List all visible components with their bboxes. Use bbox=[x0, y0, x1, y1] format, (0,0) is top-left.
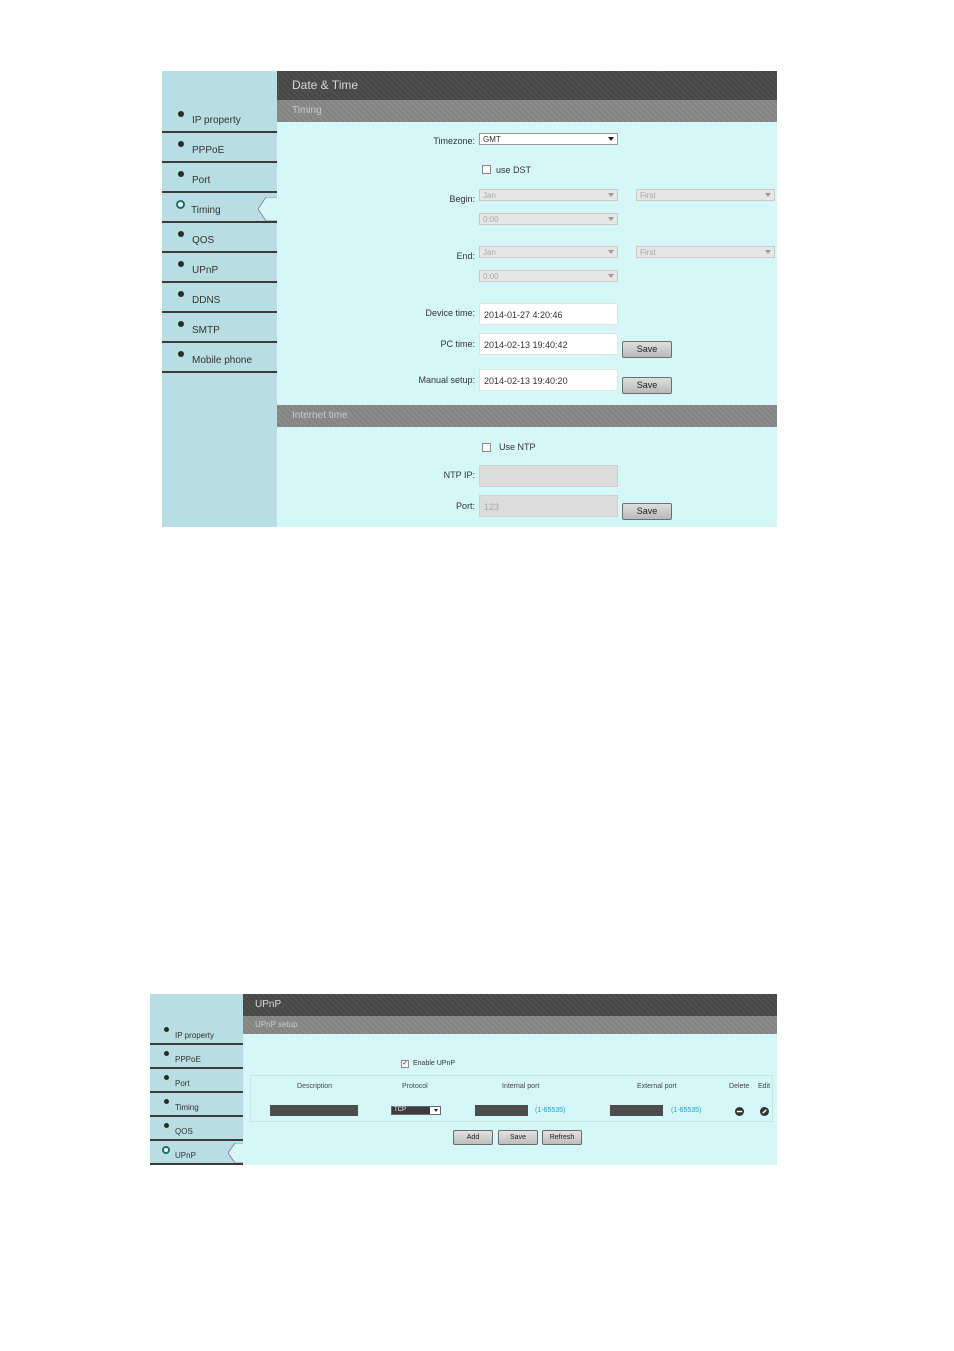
refresh-button[interactable]: Refresh bbox=[542, 1130, 582, 1145]
delete-icon[interactable] bbox=[735, 1107, 744, 1116]
active-pointer-icon bbox=[258, 197, 278, 221]
begin-month-value: Jan bbox=[483, 191, 496, 200]
edit-icon[interactable] bbox=[760, 1107, 769, 1116]
begin-label: Begin: bbox=[449, 194, 475, 204]
column-header-protocol: Protocol bbox=[402, 1083, 428, 1090]
pc-time-label: PC time: bbox=[440, 339, 475, 349]
sidebar-item-ip-property[interactable] bbox=[150, 1021, 243, 1045]
active-bullet-icon bbox=[176, 200, 185, 209]
begin-week-value: First bbox=[640, 191, 656, 200]
chevron-down-icon bbox=[608, 137, 614, 141]
chevron-down-icon bbox=[608, 217, 614, 221]
sidebar-item-label: Mobile phone bbox=[192, 354, 253, 366]
sidebar-item-pppoe[interactable] bbox=[162, 133, 277, 163]
column-header-delete: Delete bbox=[729, 1083, 750, 1090]
begin-time-select[interactable] bbox=[479, 213, 618, 225]
sidebar-item-label: IP property bbox=[192, 114, 241, 126]
begin-month-select[interactable] bbox=[479, 189, 618, 201]
begin-time-value: 0:00 bbox=[483, 215, 499, 224]
sidebar-item-upnp[interactable] bbox=[150, 1141, 243, 1165]
bullet-icon bbox=[164, 1051, 169, 1056]
enable-upnp-label: Enable UPnP bbox=[413, 1060, 456, 1067]
bullet-icon bbox=[164, 1075, 169, 1080]
ntp-port-label: Port: bbox=[455, 501, 475, 511]
column-header-description: Description bbox=[297, 1083, 333, 1090]
sidebar-item-smtp[interactable] bbox=[162, 313, 277, 343]
pc-time-save-button[interactable]: Save bbox=[622, 341, 672, 358]
sidebar-item-port[interactable] bbox=[150, 1069, 243, 1093]
end-time-value: 0:00 bbox=[483, 272, 499, 281]
use-ntp-label: Use NTP bbox=[499, 442, 536, 452]
sidebar-item-mobile-phone[interactable] bbox=[162, 343, 277, 373]
internet-time-section-header: Internet time bbox=[277, 405, 777, 427]
bullet-icon bbox=[178, 141, 184, 147]
save-button[interactable]: Save bbox=[498, 1130, 538, 1145]
end-month-value: Jan bbox=[483, 248, 496, 257]
sidebar-item-label: PPPoE bbox=[192, 144, 225, 156]
page-title: UPnP bbox=[243, 994, 777, 1016]
end-week-select[interactable] bbox=[636, 246, 775, 258]
ntp-port-input[interactable]: 123 bbox=[479, 495, 618, 517]
bullet-icon bbox=[178, 351, 184, 357]
sidebar-item-ddns[interactable] bbox=[162, 283, 277, 313]
ntp-ip-label: NTP IP: bbox=[443, 470, 475, 480]
port-mapping-table bbox=[250, 1075, 773, 1122]
sidebar-item-qos[interactable] bbox=[150, 1117, 243, 1141]
sidebar-item-label: QOS bbox=[175, 1126, 193, 1136]
internal-port-input[interactable] bbox=[475, 1105, 528, 1116]
use-dst-checkbox[interactable] bbox=[482, 165, 491, 174]
sidebar-item-qos[interactable] bbox=[162, 223, 277, 253]
enable-upnp-checkbox[interactable]: ✓ bbox=[402, 1060, 408, 1067]
upnp-settings-panel bbox=[150, 994, 777, 1165]
bullet-icon bbox=[178, 231, 184, 237]
pc-time-field: 2014-02-13 19:40:42 bbox=[479, 333, 618, 355]
bullet-icon bbox=[178, 171, 184, 177]
manual-setup-label: Manual setup: bbox=[418, 375, 475, 385]
datetime-content bbox=[277, 71, 777, 527]
bullet-icon bbox=[178, 261, 184, 267]
upnp-content bbox=[243, 994, 777, 1165]
use-dst-label: use DST bbox=[496, 165, 532, 175]
use-ntp-checkbox[interactable] bbox=[482, 443, 491, 452]
chevron-down-icon bbox=[434, 1109, 438, 1112]
bullet-icon bbox=[178, 291, 184, 297]
active-bullet-icon bbox=[162, 1146, 170, 1154]
end-week-value: First bbox=[640, 248, 656, 257]
sidebar-item-label: IP property bbox=[175, 1030, 214, 1040]
chevron-down-icon bbox=[608, 274, 614, 278]
upnp-setup-section-header: UPnP setup bbox=[243, 1016, 777, 1034]
sidebar-item-upnp[interactable] bbox=[162, 253, 277, 283]
page-title: Date & Time bbox=[277, 71, 777, 100]
end-time-select[interactable] bbox=[479, 270, 618, 282]
bullet-icon bbox=[178, 321, 184, 327]
sidebar-item-label: Timing bbox=[191, 204, 221, 216]
manual-setup-save-button[interactable]: Save bbox=[622, 377, 672, 394]
end-month-select[interactable] bbox=[479, 246, 618, 258]
description-input[interactable] bbox=[270, 1105, 358, 1116]
datetime-settings-panel bbox=[162, 71, 777, 527]
column-header-edit: Edit bbox=[758, 1083, 771, 1090]
sidebar-item-timing[interactable] bbox=[162, 193, 277, 223]
sidebar-item-label: Port bbox=[175, 1078, 190, 1088]
ntp-ip-input[interactable] bbox=[479, 465, 618, 487]
sidebar-item-label: Timing bbox=[175, 1102, 199, 1112]
external-port-range: (1-65535) bbox=[671, 1107, 702, 1114]
sidebar-item-label: UPnP bbox=[192, 264, 219, 276]
sidebar-list bbox=[162, 103, 277, 373]
timezone-select[interactable] bbox=[479, 133, 618, 145]
settings-sidebar bbox=[162, 71, 277, 527]
sidebar-item-label: UPnP bbox=[175, 1150, 196, 1160]
add-button[interactable]: Add bbox=[453, 1130, 493, 1145]
timing-section-header: Timing bbox=[277, 100, 777, 122]
bullet-icon bbox=[164, 1123, 169, 1128]
end-label: End: bbox=[456, 251, 475, 261]
external-port-input[interactable] bbox=[610, 1105, 663, 1116]
manual-setup-input[interactable]: 2014-02-13 19:40:20 bbox=[479, 369, 618, 391]
timezone-label: Timezone: bbox=[433, 136, 475, 146]
protocol-select[interactable] bbox=[391, 1106, 441, 1115]
device-time-field: 2014-01-27 4:20:46 bbox=[479, 303, 618, 325]
sidebar-item-label: DDNS bbox=[192, 294, 221, 306]
protocol-value: TCP bbox=[392, 1107, 430, 1114]
sidebar-list bbox=[150, 1021, 243, 1165]
sidebar-item-label: Port bbox=[192, 174, 211, 186]
device-time-label: Device time: bbox=[425, 308, 475, 318]
bullet-icon bbox=[164, 1099, 169, 1104]
bullet-icon bbox=[164, 1027, 169, 1032]
column-header-external-port: External port bbox=[637, 1083, 677, 1090]
sidebar-item-label: SMTP bbox=[192, 324, 220, 336]
timezone-value: GMT bbox=[483, 135, 501, 144]
sidebar-item-port[interactable] bbox=[162, 163, 277, 193]
active-pointer-icon bbox=[228, 1143, 244, 1163]
sidebar-item-timing[interactable] bbox=[150, 1093, 243, 1117]
sidebar-item-pppoe[interactable] bbox=[150, 1045, 243, 1069]
ntp-save-button[interactable]: Save bbox=[622, 503, 672, 520]
chevron-down-icon bbox=[608, 250, 614, 254]
sidebar-item-label: PPPoE bbox=[175, 1054, 201, 1064]
column-header-internal-port: Internal port bbox=[502, 1083, 540, 1090]
sidebar-item-ip-property[interactable] bbox=[162, 103, 277, 133]
chevron-down-icon bbox=[608, 193, 614, 197]
bullet-icon bbox=[178, 111, 184, 117]
begin-week-select[interactable] bbox=[636, 189, 775, 201]
internal-port-range: (1-65535) bbox=[535, 1107, 566, 1114]
settings-sidebar bbox=[150, 994, 243, 1165]
chevron-down-icon bbox=[765, 193, 771, 197]
sidebar-item-label: QOS bbox=[192, 234, 215, 246]
chevron-down-icon bbox=[765, 250, 771, 254]
